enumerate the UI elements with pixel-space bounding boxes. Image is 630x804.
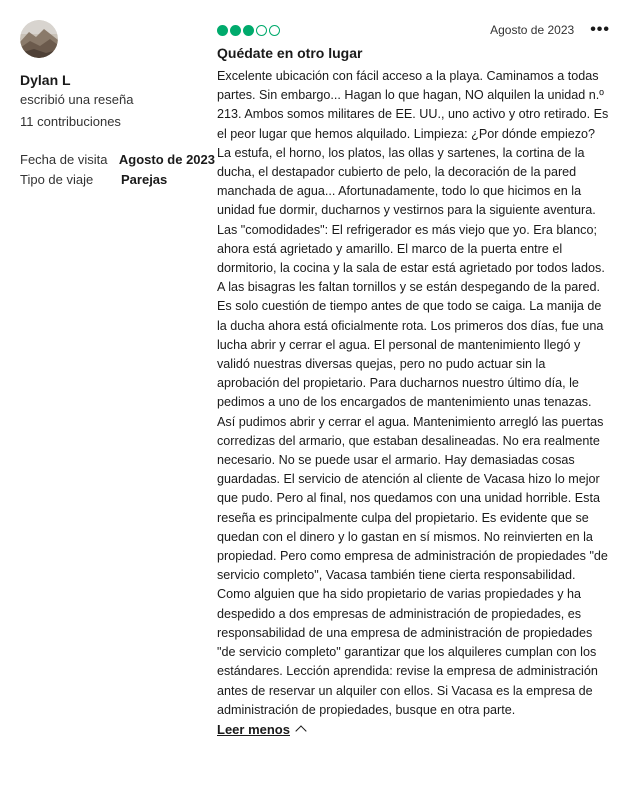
review-body: Excelente ubicación con fácil acceso a la playa. Caminamos a todas partes. Sin embargo... Hagan lo que hagan, NO alquilen la unidad n.º 213. Ambos somos militares de EE. UU., uno activo y otro retirado. Es el peor lugar que hemos alquilado. Limpieza: ¿Por dónde empiezo? La estufa, el horno, los platos, las ollas y sartenes, la cortina de la ducha, el destapador cubierto de pelo, la decoración de la pared manchada de agua... Afortunadamente, todo lo que hicimos en la unidad fue dormir, ducharnos y vestirnos para la siguiente aventura. Las "comodidades": El refrigerador es más viejo que yo. Era blanco; ahora está agrietado y amarillo. El marco de la puerta entre el dormitorio, la cocina y la sala de estar está agrietado por todos lados. A las bisagras les faltan tornillos y se están despegando de la pared. Es solo cuestión de tiempo antes de que todo se caiga. La manija de la ducha ahora está oficialmente rota. Los primeros dos días, fue una lucha abrir y cerrar el agua. El personal de mantenimiento llegó y validó nuestras diversas quejas, pero no pudo actuar sin la aprobación del propietario. Para ducharnos nuestro último día, le pedimos a uno de los encargados de mantenimiento unas tenazas. Así pudimos abrir y cerrar el agua. Mantenimiento arregló las puertas corredizas del armario, que estaban desalineadas. No era realmente necesario. No se puede usar el armario. Hay demasiadas cosas guardadas. El servicio de atención al cliente de Vacasa hizo lo mejor que pudo. Pero al final, nos quedamos con una unidad horrible. Esta reseña es principalmente culpa del propietario. Es evidente que se quedan con el dinero y lo gastan en sí mismos. No reinvierten en la propiedad. Pero como empresa de administración de propiedades "de servicio completo", Vacasa también tiene cierta responsabilidad. Como alguien que ha sido propietario de varias propiedades y ha despedido a dos empresas de administración de propiedades, es responsabilidad de una empresa de administración de propiedades "de servicio completo" garantizar que los alquileres cumplan con los estándares. Lección aprendida: revise la empresa de administración antes de reservar un alquiler con ellos. Si Vacasa es la empresa de administración de propiedades, busque en otra parte. [217, 69, 609, 717]
review-panel [217, 20, 610, 739]
more-options-icon[interactable]: ••• [590, 21, 610, 38]
trip-type-value: Parejas [121, 172, 168, 187]
bubble-filled-icon [230, 25, 241, 36]
reviewer-action: escribió una reseña [20, 92, 134, 107]
read-less-label: Leer menos [217, 721, 290, 737]
review-title: Quédate en otro lugar [217, 45, 363, 61]
bubble-filled-icon [243, 25, 254, 36]
reviewer-contributions: 11 contribuciones [20, 114, 121, 129]
avatar[interactable] [20, 20, 58, 58]
read-less-link[interactable] [217, 722, 305, 737]
chevron-up-icon [295, 725, 306, 736]
trip-detail-row [20, 150, 215, 170]
bubble-empty-icon [269, 25, 280, 36]
trip-details [20, 150, 215, 190]
reviewer-name[interactable]: Dylan L [20, 72, 71, 88]
rating-row [217, 20, 610, 40]
trip-type-label: Tipo de viaje [20, 172, 94, 187]
trip-detail-row [20, 170, 215, 190]
bubble-filled-icon [217, 25, 228, 36]
visit-date-value: Agosto de 2023 [118, 152, 215, 167]
visit-date-label: Fecha de visita [20, 152, 108, 167]
reviewer-panel [20, 20, 215, 190]
bubble-empty-icon [256, 25, 267, 36]
bubble-rating [217, 25, 280, 36]
review-date: Agosto de 2023 [490, 23, 575, 37]
